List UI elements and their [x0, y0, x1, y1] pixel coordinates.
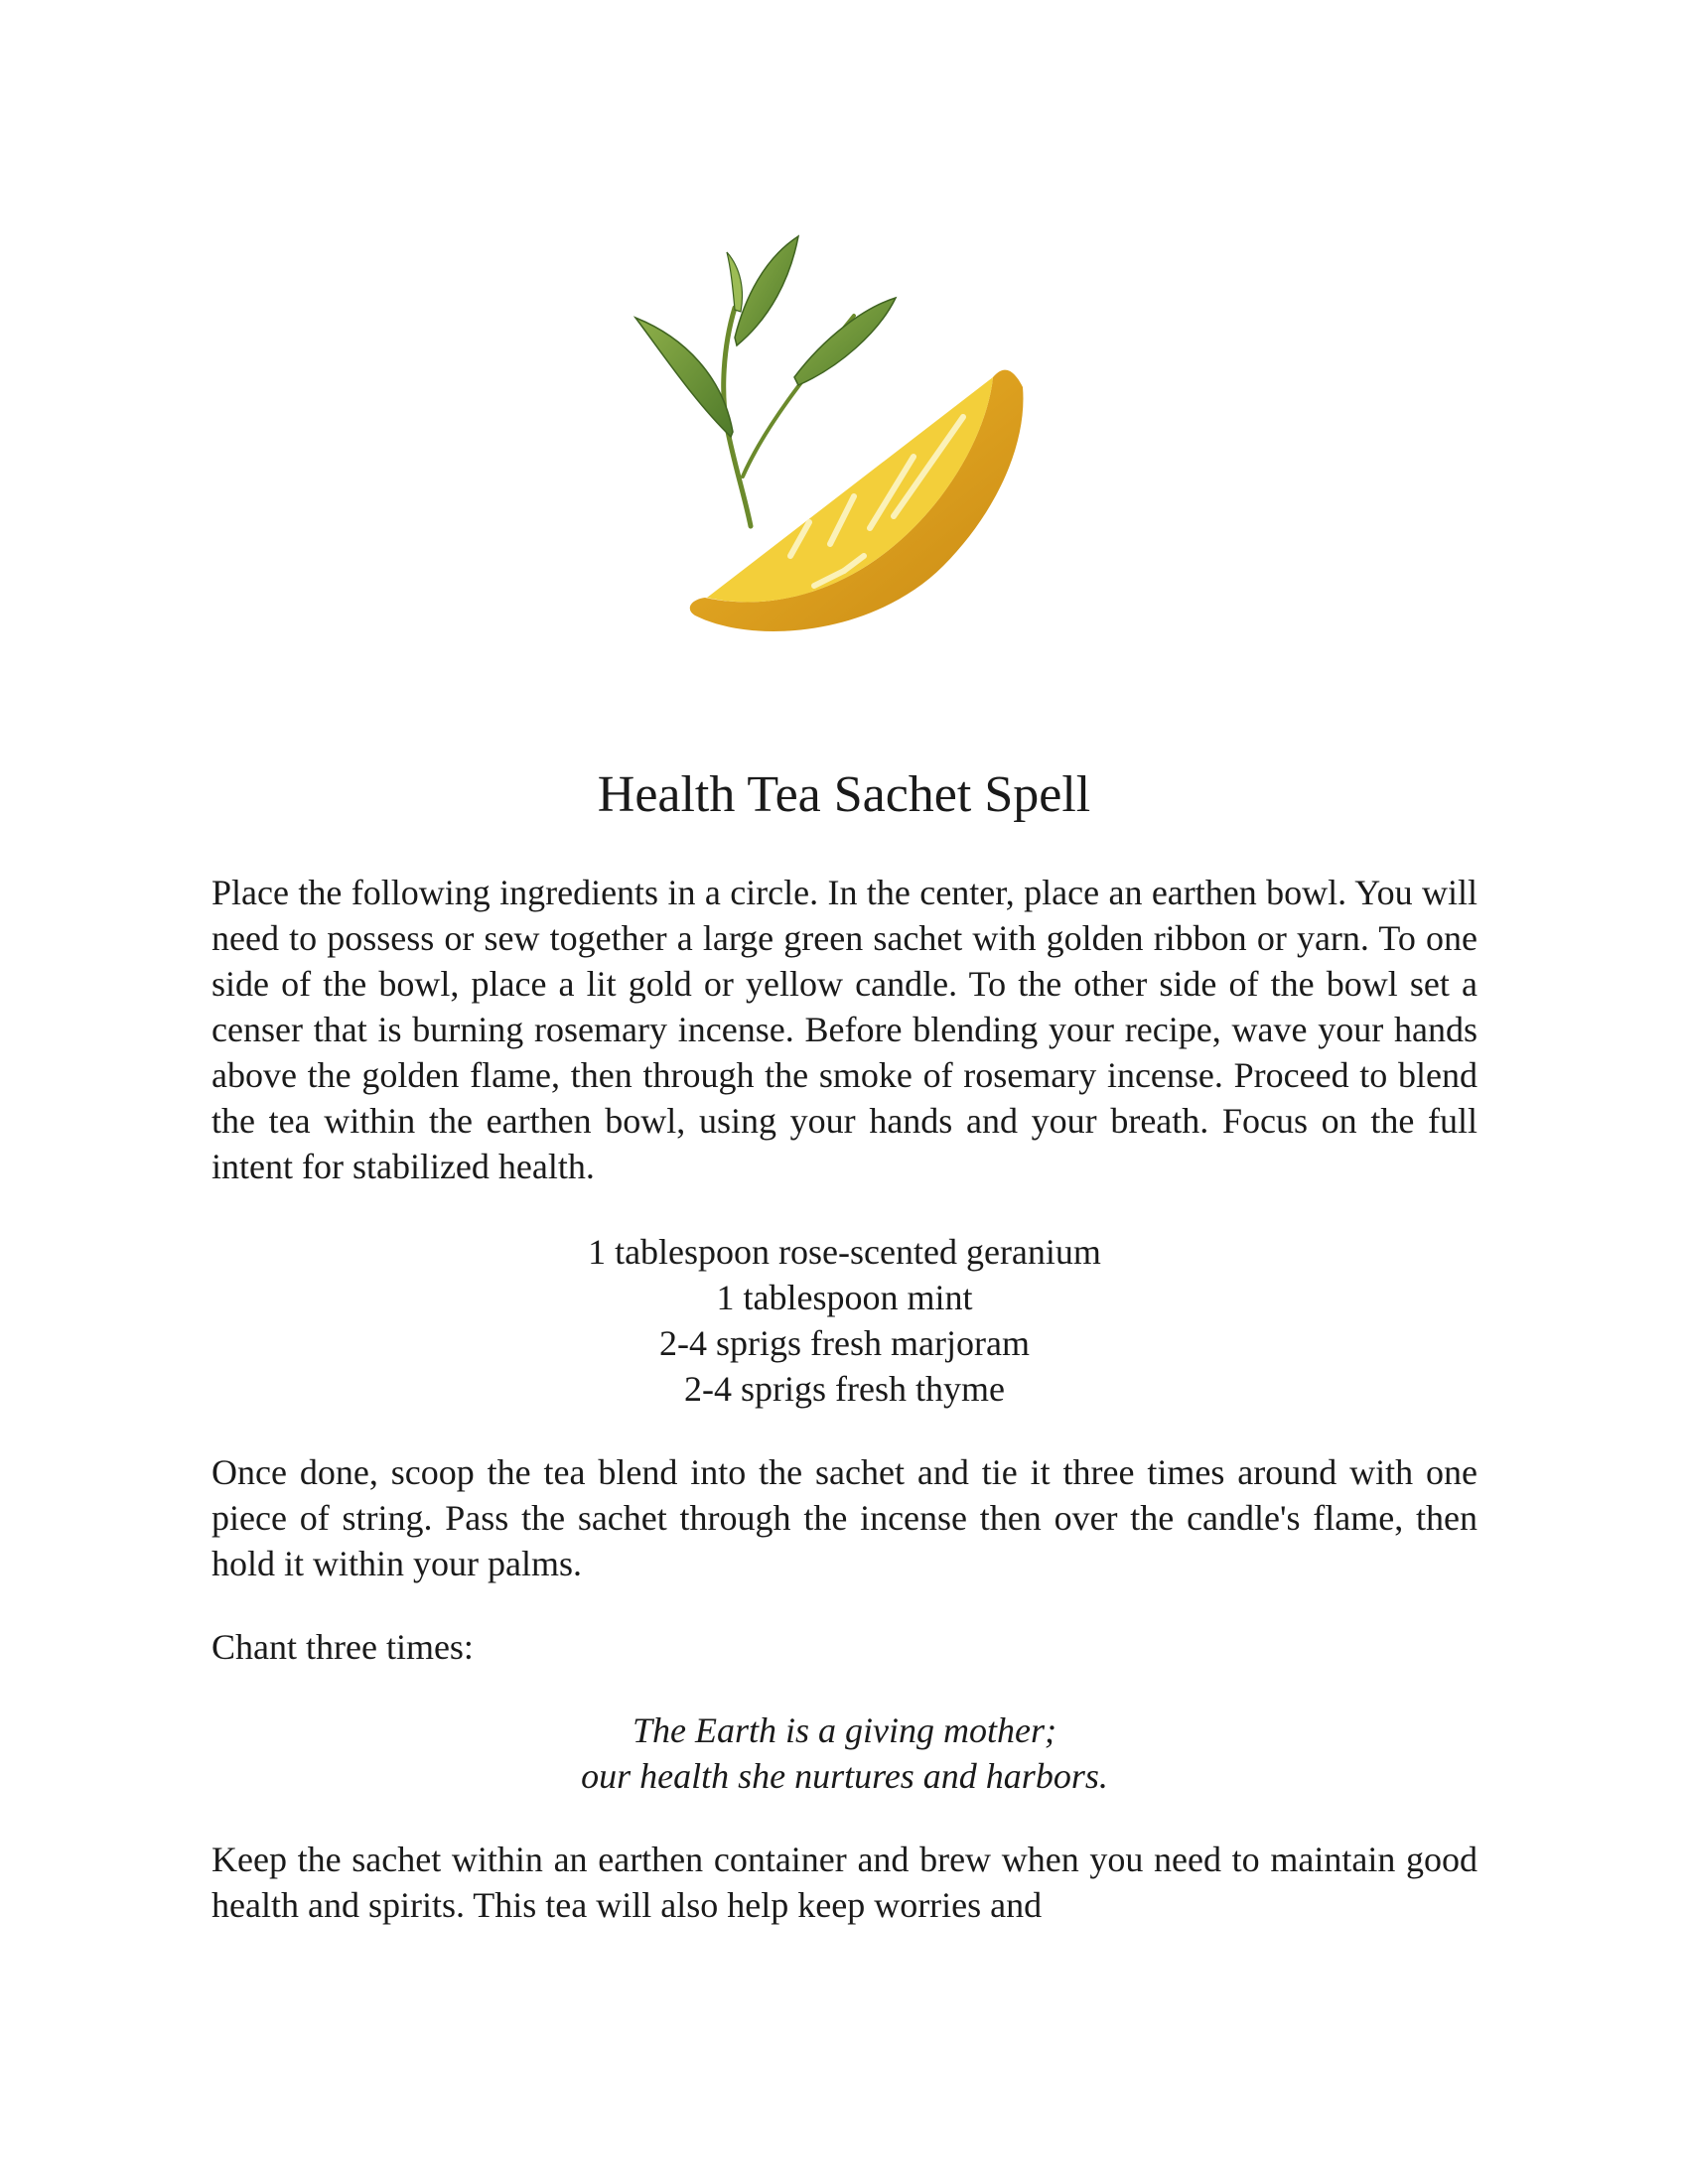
chant-line: The Earth is a giving mother; — [633, 1710, 1056, 1750]
ingredient-item: 1 tablespoon rose-scented geranium — [588, 1232, 1101, 1272]
chant-intro: Chant three times: — [211, 1627, 474, 1667]
intro-paragraph: Place the following ingredients in a circle. In the center, place an earthen bowl. You will need to possess or sew together a large green sachet with golden ribbon or yarn. To one side of the bowl, place a lit gold or yellow candle. To the other side of the bowl set a censer that is burning rosemary incense. Before blending your recipe, wave your hands above the golden flame, then through the smoke of rosemary incense. Proceed to blend the tea within the earthen bowl, using your hands and your breath. Focus on the full intent for stabilized health. — [211, 873, 1477, 1186]
document-body — [211, 870, 1477, 1928]
page-title: Health Tea Sachet Spell — [597, 766, 1091, 823]
ingredient-list — [211, 1229, 1477, 1412]
lemon-slice — [690, 370, 1024, 631]
ingredient-item: 1 tablespoon mint — [716, 1278, 973, 1317]
chant-line: our health she nurtures and harbors. — [581, 1756, 1108, 1796]
ingredient-item: 2-4 sprigs fresh marjoram — [659, 1323, 1030, 1363]
instructions-paragraph: Once done, scoop the tea blend into the sachet and tie it three times around with one piece of string. Pass the sachet through the incense then over the candle's flame, then hold it within your palms. — [211, 1452, 1477, 1583]
tea-leaf-right — [794, 298, 896, 385]
tea-leaf-lemon-illustration — [596, 228, 1053, 665]
tea-bud — [727, 252, 742, 312]
chant-verse — [211, 1707, 1477, 1799]
tea-leaf-left — [635, 318, 733, 437]
tea-leaf-top — [735, 236, 798, 345]
ingredient-item: 2-4 sprigs fresh thyme — [684, 1369, 1005, 1409]
closing-paragraph: Keep the sachet within an earthen container and brew when you need to maintain good health and spirits. This tea will also help keep worries and — [211, 1840, 1477, 1925]
